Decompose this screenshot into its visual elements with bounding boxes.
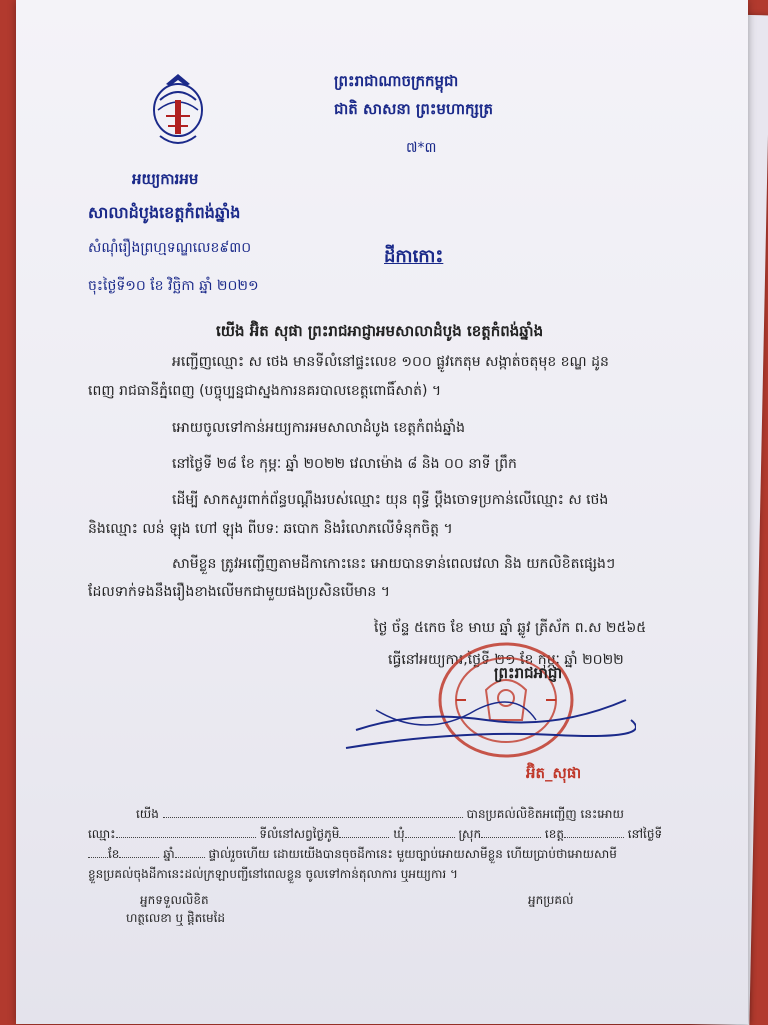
footer-village-label: ទីលំនៅសព្វថ្ងៃភូមិ [259, 827, 340, 841]
footer-date-label: នៅថ្ងៃទី [627, 827, 663, 841]
footer-province-label: ខេត្ត [544, 827, 564, 841]
national-motto: ជាតិ សាសនា ព្រះមហាក្សត្រ [334, 100, 493, 118]
prosecution-emblem-icon [146, 70, 210, 160]
footer-delivered-text: បានប្រគល់លិខិតអញ្ជើញ នេះអោយ [466, 807, 624, 821]
issuer-line: យើង អ៊ិត សុផា ព្រះរាជអាជ្ញាអមសាលាដំបូង ខេត្តកំពង់ឆ្នាំង [216, 322, 544, 340]
footer-name-blank [163, 817, 463, 818]
body-paragraph-4a: ដើម្បី សាកសួរពាក់ព័ន្ធបណ្តឹងរបស់ឈ្មោះ យុន ពុទ្ធី ប្តឹងចោទប្រកាន់លើឈ្មោះ ស ថេង [172, 492, 609, 508]
footer-we-label: យើង [136, 807, 159, 821]
handwritten-signature [336, 690, 636, 760]
footer-commune-label: ឃុំ [393, 827, 405, 841]
kingdom-heading: ព្រះរាជាណាចក្រកម្ពុជា [334, 72, 459, 90]
case-date: ចុះថ្ងៃទី១០ ខែ វិច្ឆិកា ឆ្នាំ ២០២១ [88, 278, 259, 294]
body-paragraph-2: អោយចូលទៅកាន់អយ្យការអមសាលាដំបូង ខេត្តកំពង់ឆ្នាំង [172, 420, 465, 436]
prosecutor-title: ព្រះរាជអាជ្ញា [494, 664, 563, 682]
footer-recipient-blank [116, 837, 256, 838]
footer-district-label: ស្រុក [458, 827, 482, 841]
footer-month-label: ខែ [108, 847, 120, 861]
header-ornament: ៧*៣ [406, 140, 437, 156]
deliverer-label: អ្នកប្រគល់ [528, 893, 574, 907]
footer-year-blank [175, 857, 205, 858]
receiver-signature-label: ហត្ថលេខា ឬ ផ្តិតមេដៃ [126, 911, 226, 925]
footer-instruction-text: ផ្ទាល់រួចហើយ ដោយយើងបានចុចដីកានេះ មួយច្បាប់អោយសាមីខ្លួន ហើយប្រាប់ថាអោយសាមី [208, 847, 617, 861]
body-paragraph-4b: និងឈ្មោះ លន់ ឡុង ហៅ ឡុង ពីបទ: ឆបោក និងរំលោភលើទំនុកចិត្ត ។ [88, 521, 453, 537]
body-paragraph-3: នៅថ្ងៃទី ២៨ ខែ កុម្ភៈ ឆ្នាំ ២០២២ វេលាម៉ោង ៨ និង ០០ នាទី ព្រឹក [172, 456, 517, 472]
footer-district-blank [481, 837, 541, 838]
footer-year-label: ឆ្នាំ [163, 847, 175, 861]
footer-village-blank [339, 837, 389, 838]
body-paragraph-5a: សាមីខ្លួន ត្រូវអញ្ជើញតាមដីកាកោះនេះ អោយបានទាន់ពេលវេលា និង យកលិខិតផ្សេងៗ [172, 556, 616, 572]
body-paragraph-1a: អញ្ជើញឈ្មោះ ស ថេង មានទីលំនៅផ្ទះលេខ ១០០ ផ្លូវកេតុម សង្កាត់ចតុមុខ ខណ្ឌ ដូន [172, 354, 609, 370]
footer-name-label: ឈ្មោះ [88, 827, 116, 841]
receiver-label: អ្នកទទួលលិខិត [140, 893, 209, 907]
document-title: ដីកាកោះ [384, 246, 444, 267]
office-name: អយ្យការអម [132, 170, 199, 188]
lunar-date: ថ្ងៃ ច័ន្ទ ៥កេច ខែ មាឃ ឆ្នាំ ឆ្លូវ ត្រីស័ក ព.ស ២៥៦៥ [374, 620, 647, 636]
footer-commune-blank [405, 837, 455, 838]
body-paragraph-1b: ពេញ រាជធានីភ្នំពេញ (បច្ចុប្បន្នជាស្នងការនគរបាលខេត្តពោធិ៍សាត់) ។ [88, 383, 442, 399]
summons-document [16, 0, 748, 1024]
body-paragraph-5b: ដែលទាក់ទងនឹងរឿងខាងលើមកជាមួយផងប្រសិនបើមាន ។ [88, 584, 390, 600]
footer-instruction-text-2: ខ្លួនប្រគល់ចុងដីកានេះដល់ក្រឡាបញ្ជីនៅពេលខ្លួន ចូលទៅកាន់តុលាការ ឬអយ្យការ ។ [88, 867, 458, 881]
court-name: សាលាដំបូងខេត្តកំពង់ឆ្នាំង [88, 203, 241, 222]
issued-date: ធ្វើនៅអយ្យការ,ថ្ងៃទី ២១ ខែ កុម្ភៈ ឆ្នាំ ២០២២ [388, 652, 624, 668]
footer-month-blank [119, 857, 159, 858]
prosecutor-name: អ៊ិត_សុផា [526, 764, 582, 782]
case-reference: សំណុំរឿងព្រហ្មទណ្ឌលេខ៩៣០ [88, 240, 252, 256]
footer-province-blank [564, 837, 624, 838]
